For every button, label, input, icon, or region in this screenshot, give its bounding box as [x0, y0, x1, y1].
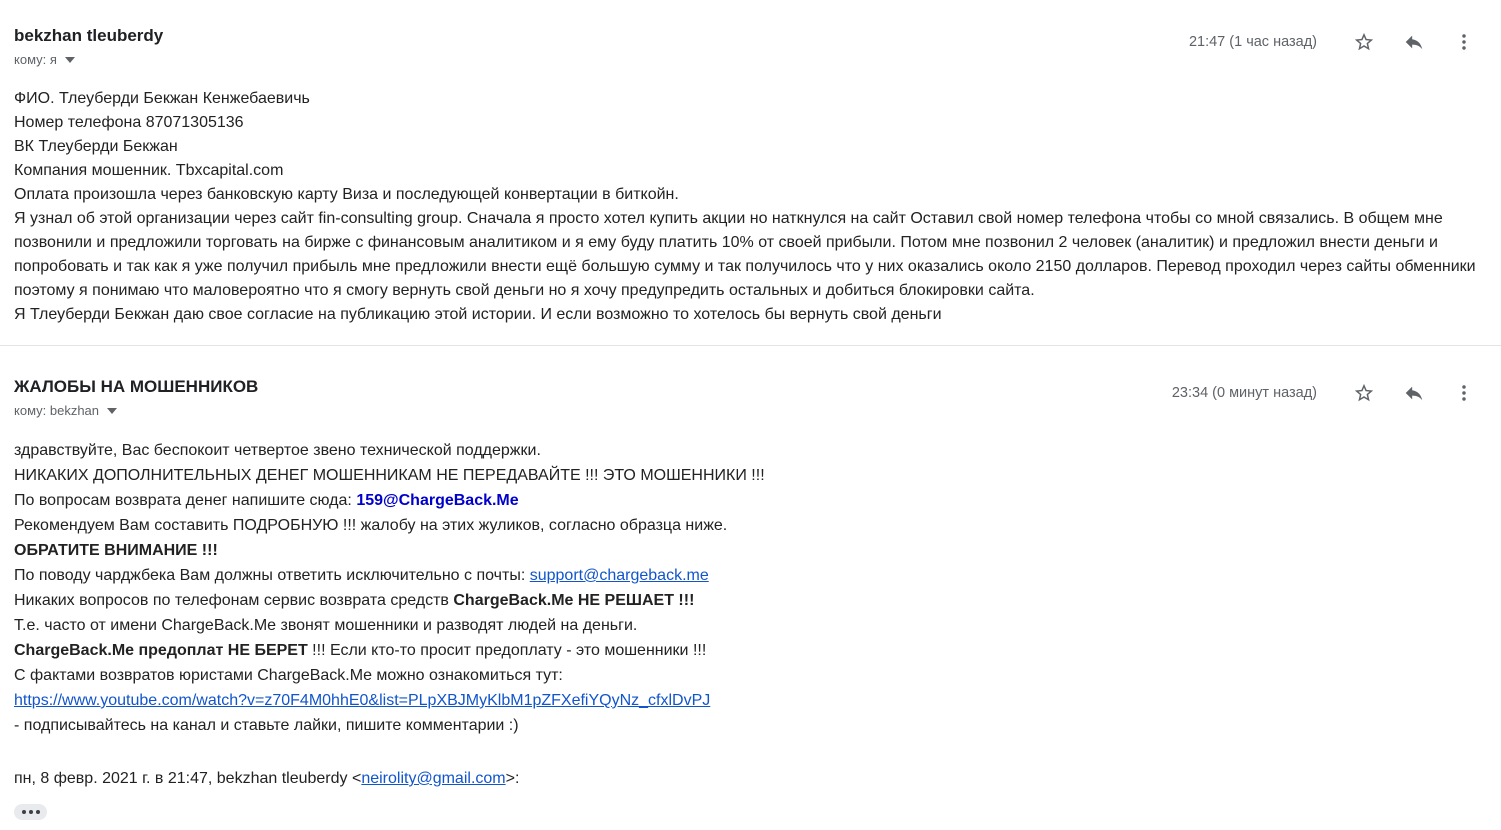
- email-2-header: [14, 376, 1481, 418]
- ellipsis-dot: [22, 810, 26, 814]
- text-segment: По поводу чарджбека Вам должны ответить исключительно с почты:: [14, 567, 530, 584]
- body-line: [14, 588, 1481, 613]
- body-line: [14, 303, 1481, 327]
- body-line: [14, 159, 1481, 183]
- body-line: [14, 463, 1481, 488]
- body-line: [14, 688, 1481, 713]
- text-segment: Я Тлеуберди Бекжан даю свое согласие на публикацию этой истории. И если возможно то хотелось бы вернуть свой деньги: [14, 306, 942, 323]
- more-options-icon[interactable]: [1453, 382, 1475, 404]
- youtube-playlist-link[interactable]: https://www.youtube.com/watch?v=z70F4M0hhE0&list=PLpXBJMyKlbM1pZFXefiYQyNz_cfxlDvPJ: [14, 692, 711, 709]
- text-segment: >:: [505, 770, 520, 787]
- text-segment: По вопросам возврата денег напишите сюда:: [14, 492, 357, 509]
- text-segment: ФИО. Тлеуберди Бекжан Кенжебаевичь: [14, 90, 310, 107]
- text-segment: ОБРАТИТЕ ВНИМАНИЕ !!!: [14, 542, 218, 559]
- more-options-icon[interactable]: [1453, 31, 1475, 53]
- show-trimmed-content-button[interactable]: [14, 804, 47, 820]
- body-line: [14, 713, 1481, 738]
- body-line: [14, 638, 1481, 663]
- text-segment: Никаких вопросов по телефонам сервис возврата средств: [14, 592, 454, 609]
- recipient-label: кому: я: [14, 52, 57, 67]
- recipient-details-toggle[interactable]: [14, 52, 163, 67]
- timestamp: 23:34 (0 минут назад): [1171, 385, 1317, 401]
- text-segment: Рекомендуем Вам составить ПОДРОБНУЮ !!! жалобу на этих жуликов, согласно образца ниже.: [14, 517, 728, 534]
- text-segment: НИКАКИХ ДОПОЛНИТЕЛЬНЫХ ДЕНЕГ МОШЕННИКАМ НЕ ПЕРЕДАВАЙТЕ !!! ЭТО МОШЕННИКИ !!!: [14, 467, 765, 484]
- body-line: [14, 111, 1481, 135]
- support-email-link[interactable]: support@chargeback.me: [529, 567, 709, 584]
- body-line: [14, 563, 1481, 588]
- email-1-body: [14, 87, 1481, 327]
- recipient-label: кому: bekzhan: [14, 403, 100, 418]
- ellipsis-dot: [36, 810, 40, 814]
- text-segment: Я узнал об этой организации через сайт fin-consulting group. Сначала я просто хотел купить акции но наткнулся на сайт Оставил свой номер телефона чтобы со мной связались. В общем мне позвонили и предложили торговать на бирже с финансовым аналитиком и я ему буду платить 10% от своей прибыли. Потом мне позвонил 2 человек (аналитик) и предложил внести деньги и попробовать и так как я уже получил прибыль мне предложили внести ещё большую сумму и так получилось что у них оказались около 2150 долларов. Перевод проходил через сайты обменники поэтому я понимаю что маловероятно что я смогу вернуть свой деньги но я хочу предупредить остальных и добиться блокировки сайта.: [14, 210, 1476, 299]
- body-line: [14, 513, 1481, 538]
- text-segment: - подписывайтесь на канал и ставьте лайки, пишите комментарии :): [14, 717, 519, 734]
- text-segment: С фактами возвратов юристами ChargeBack.Me можно ознакомиться тут:: [14, 667, 563, 684]
- reply-icon[interactable]: [1403, 382, 1425, 404]
- text-segment: ChargeBack.Me НЕ РЕШАЕТ !!!: [453, 592, 695, 609]
- timestamp: 21:47 (1 час назад): [1188, 34, 1317, 50]
- text-segment: пн, 8 февр. 2021 г. в 21:47, bekzhan tleuberdy <: [14, 770, 362, 787]
- body-line: [14, 438, 1481, 463]
- email-message-1: [0, 0, 1501, 327]
- star-icon[interactable]: [1353, 382, 1375, 404]
- star-icon[interactable]: [1353, 31, 1375, 53]
- text-segment: Т.е. часто от имени ChargeBack.Me звонят мошенники и разводят людей на деньги.: [14, 617, 638, 634]
- quoted-message-attribution: [14, 767, 1481, 791]
- sender-name: bekzhan tleuberdy: [14, 26, 164, 45]
- body-line: [14, 538, 1481, 563]
- recipient-details-toggle[interactable]: [14, 403, 258, 418]
- text-segment: Компания мошенник. Tbxcapital.com: [14, 162, 284, 179]
- quoted-sender-email-link[interactable]: neirolity@gmail.com: [361, 770, 506, 787]
- text-segment: Номер телефона 87071305136: [14, 114, 244, 131]
- text-segment: ChargeBack.Me предоплат НЕ БЕРЕТ: [14, 642, 308, 659]
- body-line: [14, 488, 1481, 513]
- body-line: [14, 183, 1481, 207]
- email-message-2: [0, 376, 1501, 820]
- body-line: [14, 207, 1481, 303]
- email-2-body: [14, 438, 1481, 738]
- text-segment: ВК Тлеуберди Бекжан: [14, 138, 178, 155]
- ellipsis-dot: [29, 810, 33, 814]
- chevron-down-icon: [65, 57, 75, 63]
- body-line: [14, 87, 1481, 111]
- body-line: [14, 613, 1481, 638]
- message-divider: [0, 345, 1501, 346]
- chargeback-159-email-link[interactable]: 159@ChargeBack.Me: [356, 492, 519, 509]
- text-segment: здравствуйте, Вас беспокоит четвертое звено технической поддержки.: [14, 442, 541, 459]
- body-line: [14, 663, 1481, 688]
- sender-name: ЖАЛОБЫ НА МОШЕННИКОВ: [14, 377, 259, 396]
- text-segment: Оплата произошла через банковскую карту Виза и последующей конвертации в биткойн.: [14, 186, 679, 203]
- reply-icon[interactable]: [1403, 31, 1425, 53]
- chevron-down-icon: [107, 408, 117, 414]
- email-1-header: [14, 0, 1481, 67]
- body-line: [14, 135, 1481, 159]
- text-segment: !!! Если кто-то просит предоплату - это мошенники !!!: [307, 642, 707, 659]
